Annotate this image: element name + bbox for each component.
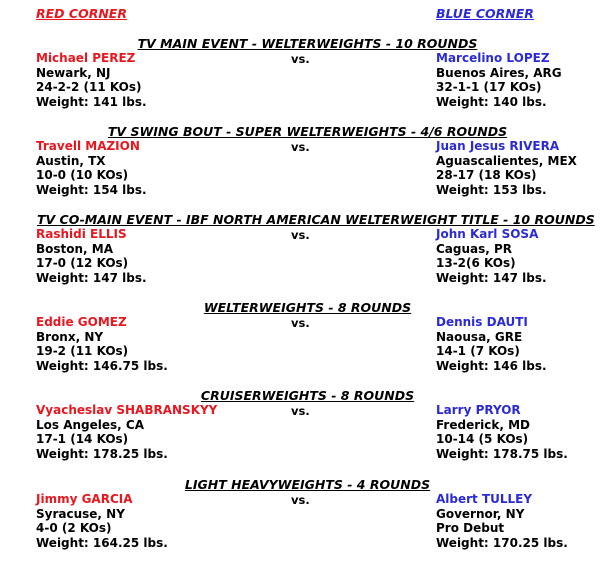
fighter-weight: Weight: 178.75 lbs. xyxy=(436,446,568,461)
bout-title: TV SWING BOUT - SUPER WELTERWEIGHTS - 4/6 ROUNDS xyxy=(107,124,508,139)
blue-fighter xyxy=(436,315,547,373)
fighter-name: John Karl SOSA xyxy=(436,227,539,241)
bout-title: LIGHT HEAVYWEIGHTS - 4 ROUNDS xyxy=(184,477,431,492)
fighter-record: 28-17 (18 KOs) xyxy=(436,168,537,183)
fighter-name: Travell MAZION xyxy=(36,139,140,153)
fighter-name: Albert TULLEY xyxy=(436,492,533,506)
red-fighter xyxy=(36,139,147,197)
fighter-name: Michael PEREZ xyxy=(36,51,136,65)
bout-card xyxy=(0,300,615,386)
fighter-weight: Weight: 140 lbs. xyxy=(436,94,547,109)
blue-fighter xyxy=(436,403,568,461)
bout-card xyxy=(0,388,615,474)
fighter-weight: Weight: 154 lbs. xyxy=(36,182,147,197)
fighter-record: 13-2(6 KOs) xyxy=(436,256,516,271)
fighter-record: 17-0 (12 KOs) xyxy=(36,256,129,271)
versus-label: vs. xyxy=(291,316,310,330)
fighter-record: 14-1 (7 KOs) xyxy=(436,344,520,359)
fighter-record: 4-0 (2 KOs) xyxy=(36,521,112,536)
fighter-record: 24-2-2 (11 KOs) xyxy=(36,80,142,95)
fighter-record: Pro Debut xyxy=(436,521,505,536)
versus-label: vs. xyxy=(291,140,310,154)
bout-card xyxy=(0,212,615,298)
fighter-name: Dennis DAUTI xyxy=(436,315,528,329)
bout-title: TV MAIN EVENT - WELTERWEIGHTS - 10 ROUNDS xyxy=(137,36,478,51)
bout-title: CRUISERWEIGHTS - 8 ROUNDS xyxy=(200,388,415,403)
fighter-name: Marcelino LOPEZ xyxy=(436,51,550,65)
fighter-name: Vyacheslav SHABRANSKYY xyxy=(36,403,218,417)
fighter-weight: Weight: 147 lbs. xyxy=(436,270,547,285)
fighter-hometown: Syracuse, NY xyxy=(36,506,125,521)
fighter-weight: Weight: 153 lbs. xyxy=(436,182,547,197)
fighter-record: 17-1 (14 KOs) xyxy=(36,432,129,447)
fighter-name: Larry PRYOR xyxy=(436,403,521,417)
fighter-weight: Weight: 146 lbs. xyxy=(436,358,547,373)
versus-label: vs. xyxy=(291,228,310,242)
fighter-hometown: Newark, NJ xyxy=(36,65,111,80)
versus-label: vs. xyxy=(291,52,310,66)
fighter-weight: Weight: 147 lbs. xyxy=(36,270,147,285)
red-fighter xyxy=(36,51,147,109)
fighter-hometown: Bronx, NY xyxy=(36,329,104,344)
fighter-hometown: Buenos Aires, ARG xyxy=(436,65,562,80)
fighter-weight: Weight: 170.25 lbs. xyxy=(436,535,568,550)
red-fighter xyxy=(36,227,147,285)
red-corner-heading: RED CORNER xyxy=(36,6,127,21)
fighter-hometown: Governor, NY xyxy=(436,506,525,521)
fighter-hometown: Los Angeles, CA xyxy=(36,417,144,432)
fighter-name: Juan Jesus RIVERA xyxy=(436,139,560,153)
fighter-hometown: Caguas, PR xyxy=(436,241,513,256)
blue-fighter xyxy=(436,492,568,550)
bout-title: WELTERWEIGHTS - 8 ROUNDS xyxy=(203,300,412,315)
red-fighter xyxy=(36,315,168,373)
fighter-name: Jimmy GARCIA xyxy=(36,492,133,506)
bout-title: TV CO-MAIN EVENT - IBF NORTH AMERICAN WELTERWEIGHT TITLE - 10 ROUNDS xyxy=(37,212,595,227)
blue-fighter xyxy=(436,227,547,285)
versus-label: vs. xyxy=(291,493,310,507)
fighter-hometown: Naousa, GRE xyxy=(436,329,523,344)
blue-fighter xyxy=(436,51,562,109)
fighter-hometown: Austin, TX xyxy=(36,153,106,168)
versus-label: vs. xyxy=(291,404,310,418)
red-fighter xyxy=(36,403,217,461)
fighter-record: 10-14 (5 KOs) xyxy=(436,432,529,447)
fighter-weight: Weight: 141 lbs. xyxy=(36,94,147,109)
red-fighter xyxy=(36,492,168,550)
fighter-weight: Weight: 164.25 lbs. xyxy=(36,535,168,550)
fighter-record: 10-0 (10 KOs) xyxy=(36,168,129,183)
fighter-hometown: Frederick, MD xyxy=(436,417,530,432)
fighter-record: 19-2 (11 KOs) xyxy=(36,344,129,359)
fighter-name: Rashidi ELLIS xyxy=(36,227,127,241)
blue-corner-heading: BLUE CORNER xyxy=(436,6,534,21)
bout-card xyxy=(0,124,615,210)
fighter-hometown: Aguascalientes, MEX xyxy=(436,153,577,168)
fighter-weight: Weight: 146.75 lbs. xyxy=(36,358,168,373)
blue-fighter xyxy=(436,139,577,197)
bout-card xyxy=(0,477,615,563)
fighter-hometown: Boston, MA xyxy=(36,241,114,256)
fighter-name: Eddie GOMEZ xyxy=(36,315,127,329)
fighter-weight: Weight: 178.25 lbs. xyxy=(36,446,168,461)
fighter-record: 32-1-1 (17 KOs) xyxy=(436,80,542,95)
bout-card xyxy=(0,36,615,122)
